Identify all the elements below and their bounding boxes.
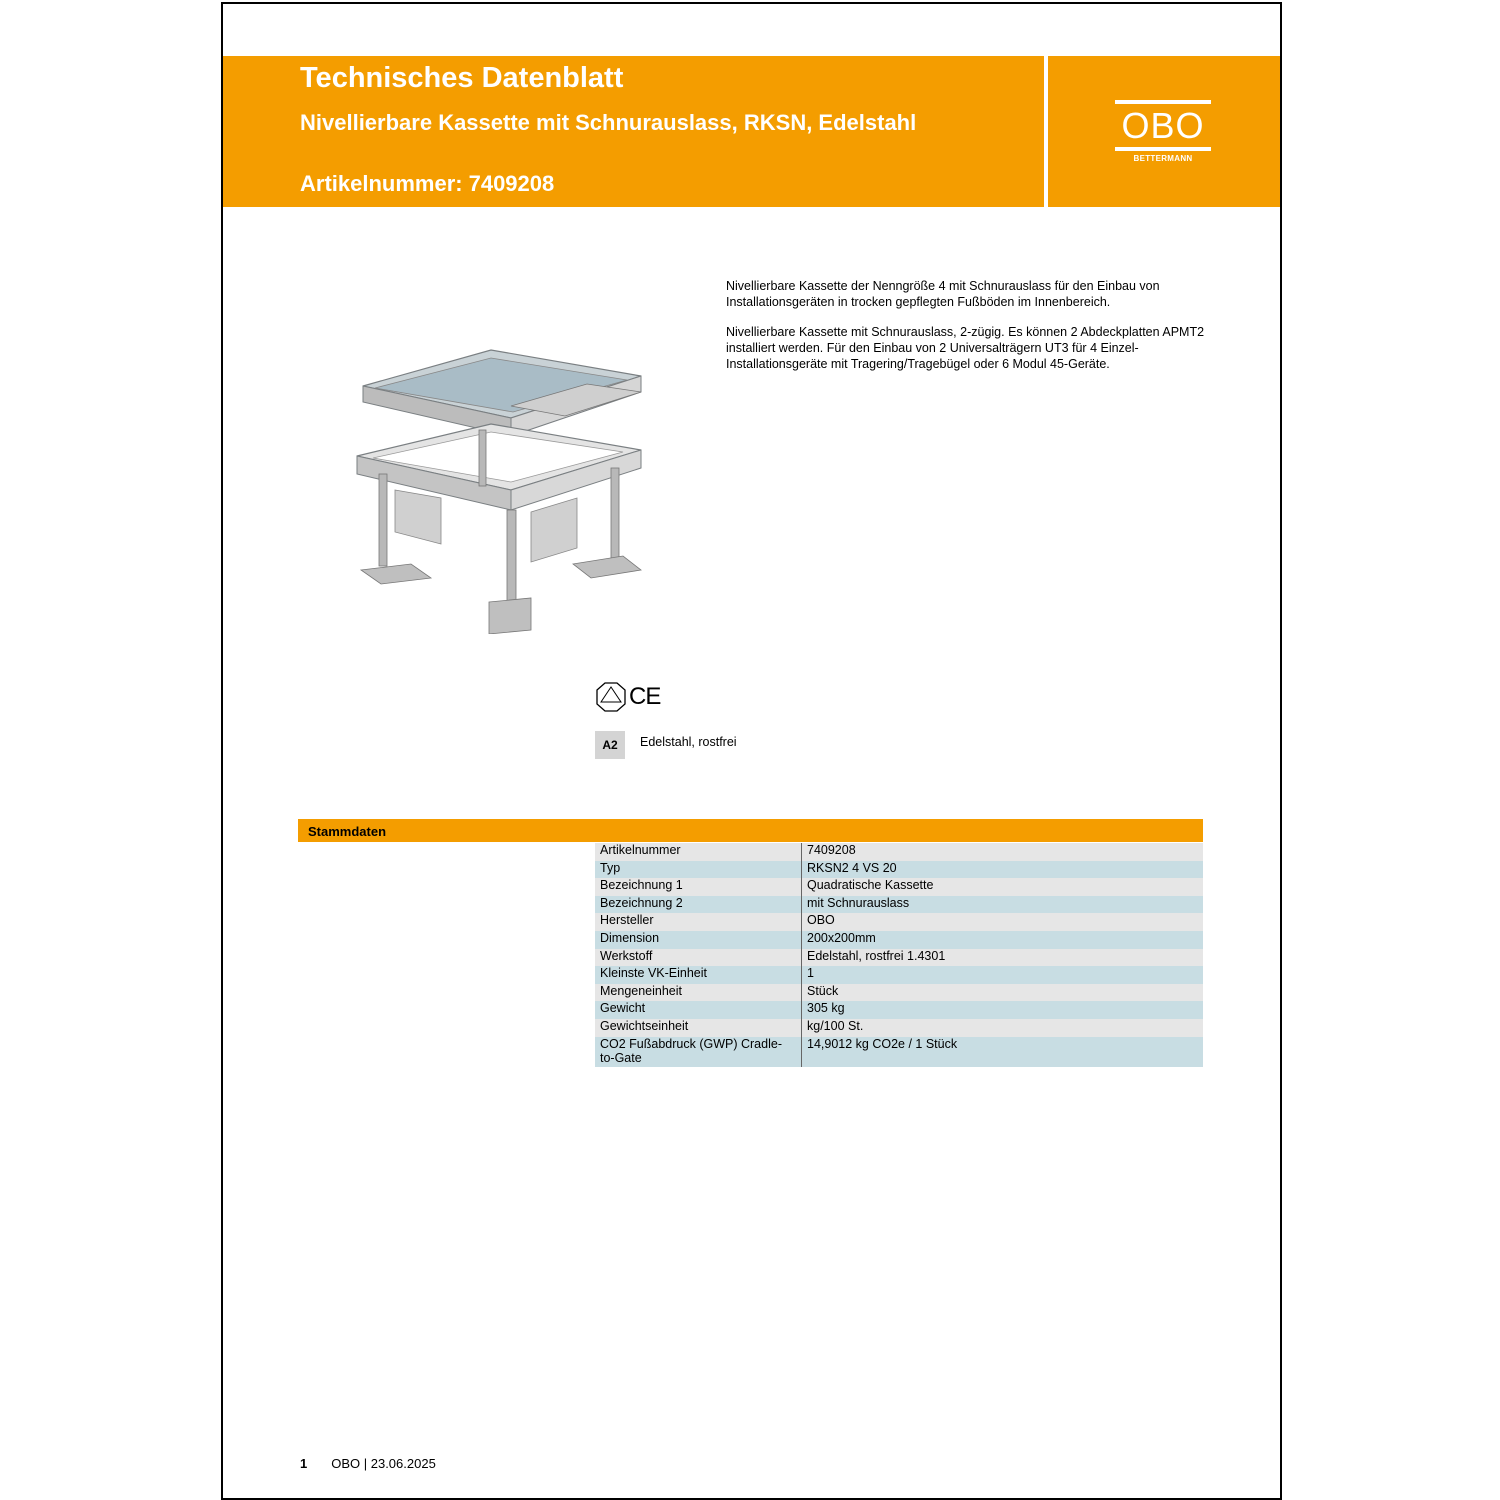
article-label: Artikelnummer: [300, 171, 463, 196]
product-subtitle: Nivellierbare Kassette mit Schnurauslass, RKSN, Edelstahl [300, 110, 917, 135]
table-row [595, 984, 1203, 1002]
table-row [595, 1019, 1203, 1037]
table-row [595, 896, 1203, 914]
vde-mark-icon [595, 682, 627, 712]
material-code-badge: A2 [595, 731, 625, 759]
description-paragraph-1: Nivellierbare Kassette der Nenngröße 4 mit Schnurauslass für den Einbau von Installationsgeräten in trocken gepflegten Fußböden im Innenbereich. [726, 279, 1160, 309]
table-row [595, 878, 1203, 896]
table-row [595, 966, 1203, 984]
table-row [595, 843, 1203, 861]
table-row [595, 1001, 1203, 1019]
table-value: mit Schnurauslass [807, 895, 910, 910]
header-divider [1044, 56, 1048, 207]
table-key: Gewichtseinheit [595, 1019, 802, 1037]
logo-word: OBO [1121, 105, 1205, 146]
section-title: Stammdaten [308, 824, 387, 839]
article-number-line [300, 171, 554, 197]
table-row [595, 861, 1203, 879]
table-value: 14,9012 kg CO2e / 1 Stück [807, 1036, 958, 1051]
table-value: kg/100 St. [807, 1018, 864, 1033]
product-image [351, 334, 651, 634]
table-value: RKSN2 4 VS 20 [807, 860, 897, 875]
table-value: 305 kg [807, 1001, 845, 1016]
table-value: Stück [807, 983, 839, 998]
obo-logo [1115, 100, 1215, 164]
table-row [595, 931, 1203, 949]
table-row [595, 913, 1203, 931]
datasheet-page [221, 2, 1282, 1500]
table-key: Mengeneinheit [595, 984, 802, 1002]
table-row [595, 1037, 1203, 1067]
table-key: Typ [595, 861, 802, 879]
table-value: Edelstahl, rostfrei 1.4301 [807, 948, 946, 963]
master-data-table [595, 843, 1203, 1067]
product-description [726, 278, 1206, 386]
ce-mark-icon: CE [629, 683, 661, 710]
table-key: Werkstoff [595, 949, 802, 967]
table-key: Gewicht [595, 1001, 802, 1019]
footer-text: OBO | 23.06.2025 [331, 1456, 436, 1471]
table-value: Quadratische Kassette [807, 878, 934, 893]
table-key: Kleinste VK-Einheit [595, 966, 802, 984]
logo-bar-bottom [1115, 147, 1211, 151]
table-key: Artikelnummer [595, 843, 802, 861]
page-title: Technisches Datenblatt [300, 62, 624, 94]
logo-sub: BETTERMANN [1133, 154, 1193, 163]
table-key: Hersteller [595, 913, 802, 931]
table-value: 7409208 [807, 843, 856, 857]
table-key: Bezeichnung 1 [595, 878, 802, 896]
page-footer [300, 1456, 436, 1471]
table-key: Bezeichnung 2 [595, 896, 802, 914]
certification-marks [595, 682, 667, 712]
logo-bar-top [1115, 100, 1211, 104]
section-header-stammdaten [298, 819, 1203, 842]
table-key: Dimension [595, 931, 802, 949]
article-number: 7409208 [468, 171, 555, 196]
header-banner [223, 56, 1280, 207]
table-row [595, 949, 1203, 967]
material-label: Edelstahl, rostfrei [640, 735, 737, 749]
table-key: CO2 Fußabdruck (GWP) Cradle-to-Gate [595, 1037, 802, 1067]
table-value: 200x200mm [807, 930, 876, 945]
page-number: 1 [300, 1456, 308, 1471]
table-value: OBO [807, 913, 835, 928]
description-paragraph-2: Nivellierbare Kassette mit Schnurauslass, 2-zügig. Es können 2 Abdeckplatten APMT2 installiert werden. Für den Einbau von 2 Universalträgern UT3 für 4 Einzel-Installationsgeräte mit Tragering/Tragebügel oder 6 Modul 45-Geräte. [726, 325, 1205, 371]
table-value: 1 [807, 966, 814, 981]
